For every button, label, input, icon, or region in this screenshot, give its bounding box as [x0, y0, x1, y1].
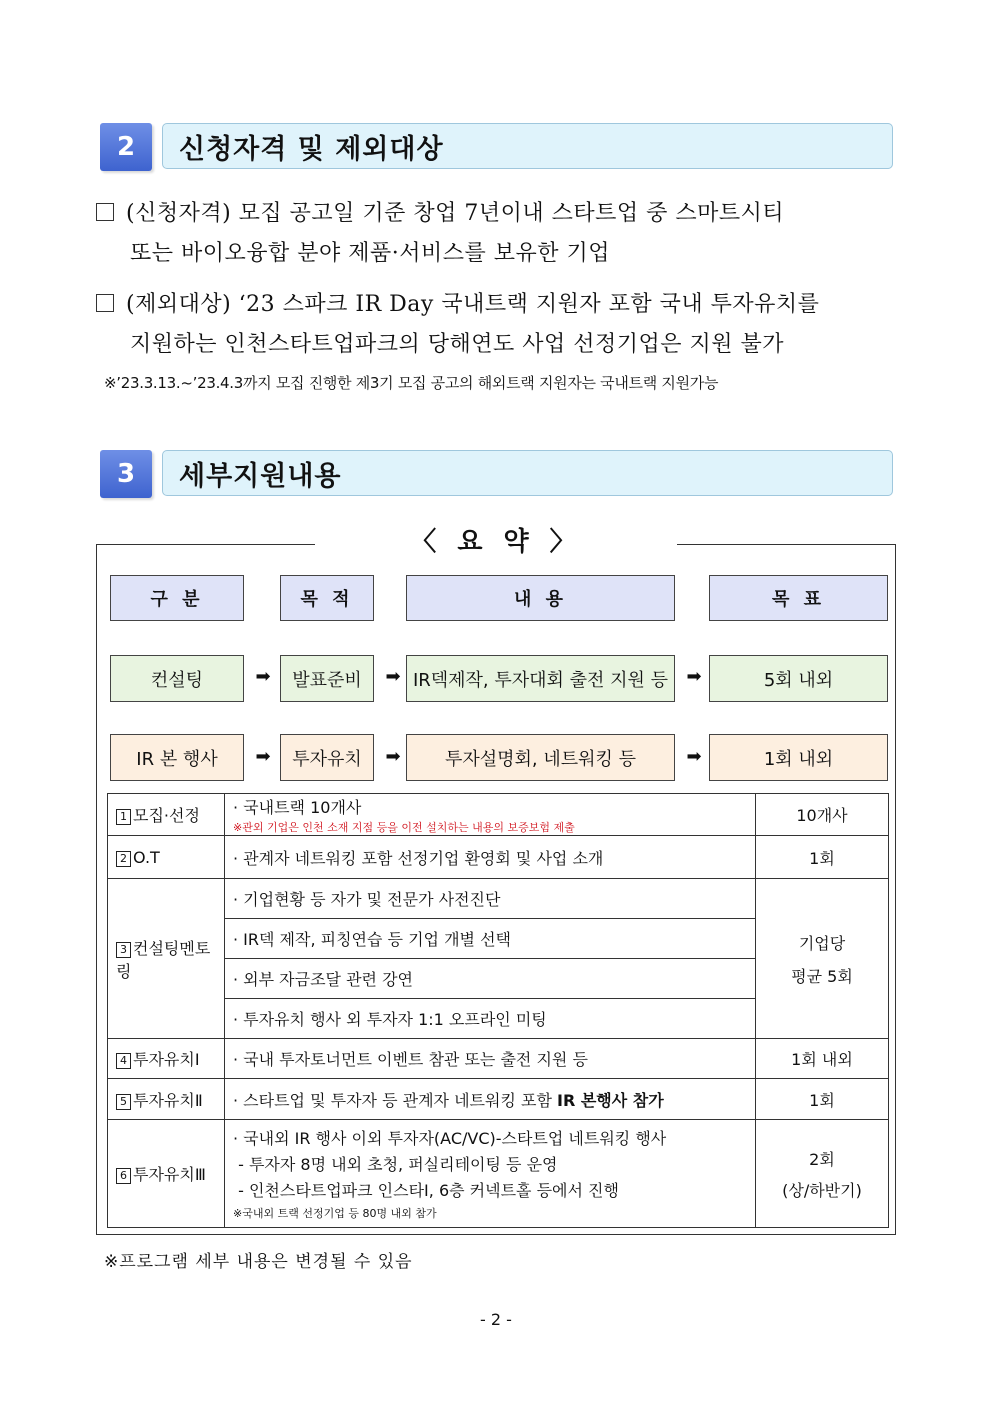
bullet-exclusion: (제외대상) ‘23 스파크 IR Day 국내트랙 지원자 포함 국내 투자유치를 [96, 285, 896, 325]
bullet-eligibility-cont: 또는 바이오융합 분야 제품·서비스를 보유한 기업 [130, 241, 611, 266]
arrow-right-icon: ➡ [255, 746, 271, 767]
flow-consulting-category: 컨설팅 [110, 655, 244, 702]
row-label: 3 컨설팅멘토링 [108, 879, 225, 1039]
row-content: · 국내 투자토너먼트 이벤트 참관 또는 출전 지원 등 [225, 1039, 756, 1079]
row-content: · 외부 자금조달 관련 강연 [225, 959, 756, 999]
row-goal: 1회 내외 [756, 1039, 889, 1079]
arrow-right-icon: ➡ [255, 666, 271, 687]
flow-consulting-purpose: 발표준비 [280, 655, 374, 702]
row-content: · 국내트랙 10개사 ※관외 기업은 인천 소재 지점 등을 이전 설치하는 내용의 보증보험 제출 [225, 794, 756, 836]
checkbox-square-icon [96, 294, 114, 312]
row-label: 1 모집·선정 [108, 794, 225, 836]
detail-table [107, 793, 889, 1228]
program-footnote: ※프로그램 세부 내용은 변경될 수 있음 [104, 1252, 413, 1272]
table-row [108, 1079, 889, 1120]
arrow-right-icon: ➡ [686, 666, 702, 687]
bullet-exclusion-cont: 지원하는 인천스타트업파크의 당해연도 사업 선정기업은 지원 불가 [130, 332, 785, 357]
row-goal: 1회 [756, 836, 889, 879]
section2-note: ※’23.3.13.~’23.4.3까지 모집 진행한 제3기 모집 공고의 해외트랙 지원자는 국내트랙 지원가능 [104, 374, 719, 392]
flow-ir-purpose: 투자유치 [280, 734, 374, 781]
row-label: 4 투자유치Ⅰ [108, 1039, 225, 1079]
flow-consulting-content: IR덱제작, 투자대회 출전 지원 등 [406, 655, 675, 702]
page-number: - 2 - [480, 1310, 512, 1329]
table-row [108, 1039, 889, 1079]
header-goal: 목 표 [709, 575, 888, 621]
row-goal: 1회 [756, 1079, 889, 1120]
row-label: 6 투자유치Ⅲ [108, 1120, 225, 1228]
row-content: · 투자유치 행사 외 투자자 1:1 오프라인 미팅 [225, 999, 756, 1039]
bullet-eligibility: (신청자격) 모집 공고일 기준 창업 7년이내 스타트업 중 스마트시티 [96, 194, 896, 234]
row-label: 5 투자유치Ⅱ [108, 1079, 225, 1120]
row-content: · 관계자 네트워킹 포함 선정기업 환영회 및 사업 소개 [225, 836, 756, 879]
section-2-header [100, 123, 893, 171]
header-purpose: 목 적 [280, 575, 374, 621]
section-number: 3 [100, 450, 152, 498]
summary-title: 〈 요 약 〉 [315, 522, 677, 562]
section-number: 2 [100, 123, 152, 171]
row-content: · 기업현황 등 자가 및 전문가 사전진단 [225, 879, 756, 919]
section-3-header [100, 450, 893, 498]
row-label: 2 O.T [108, 836, 225, 879]
flow-ir-category: IR 본 행사 [110, 734, 244, 781]
arrow-right-icon: ➡ [686, 746, 702, 767]
arrow-right-icon: ➡ [385, 746, 401, 767]
flow-ir-content: 투자설명회, 네트워킹 등 [406, 734, 675, 781]
row-content: · IR덱 제작, 피칭연습 등 기업 개별 선택 [225, 919, 756, 959]
row-goal: 기업당 평균 5회 [756, 879, 889, 1039]
row-goal: 10개사 [756, 794, 889, 836]
table-row [108, 879, 889, 919]
row-content: · 스타트업 및 투자자 등 관계자 네트워킹 포함 IR 본행사 참가 [225, 1079, 756, 1120]
checkbox-square-icon [96, 203, 114, 221]
table-row [108, 794, 889, 836]
row-goal: 2회 (상/하반기) [756, 1120, 889, 1228]
flow-consulting-goal: 5회 내외 [709, 655, 888, 702]
flow-ir-goal: 1회 내외 [709, 734, 888, 781]
header-category: 구 분 [110, 575, 244, 621]
table-row [108, 836, 889, 879]
header-content: 내 용 [406, 575, 675, 621]
table-row [108, 1120, 889, 1228]
arrow-right-icon: ➡ [385, 666, 401, 687]
section-title: 신청자격 및 제외대상 [162, 123, 893, 169]
section-title: 세부지원내용 [162, 450, 893, 496]
row-content: · 국내외 IR 행사 이외 투자자(AC/VC)-스타트업 네트워킹 행사 - 투자자 8명 내외 초청, 퍼실리테이팅 등 운영 - 인천스타트업파크 인스타Ⅰ, 6층 커넥트홀 등에서 진행 ※국내외 트랙 선정기업 등 80명 내외 참가 [225, 1120, 756, 1228]
